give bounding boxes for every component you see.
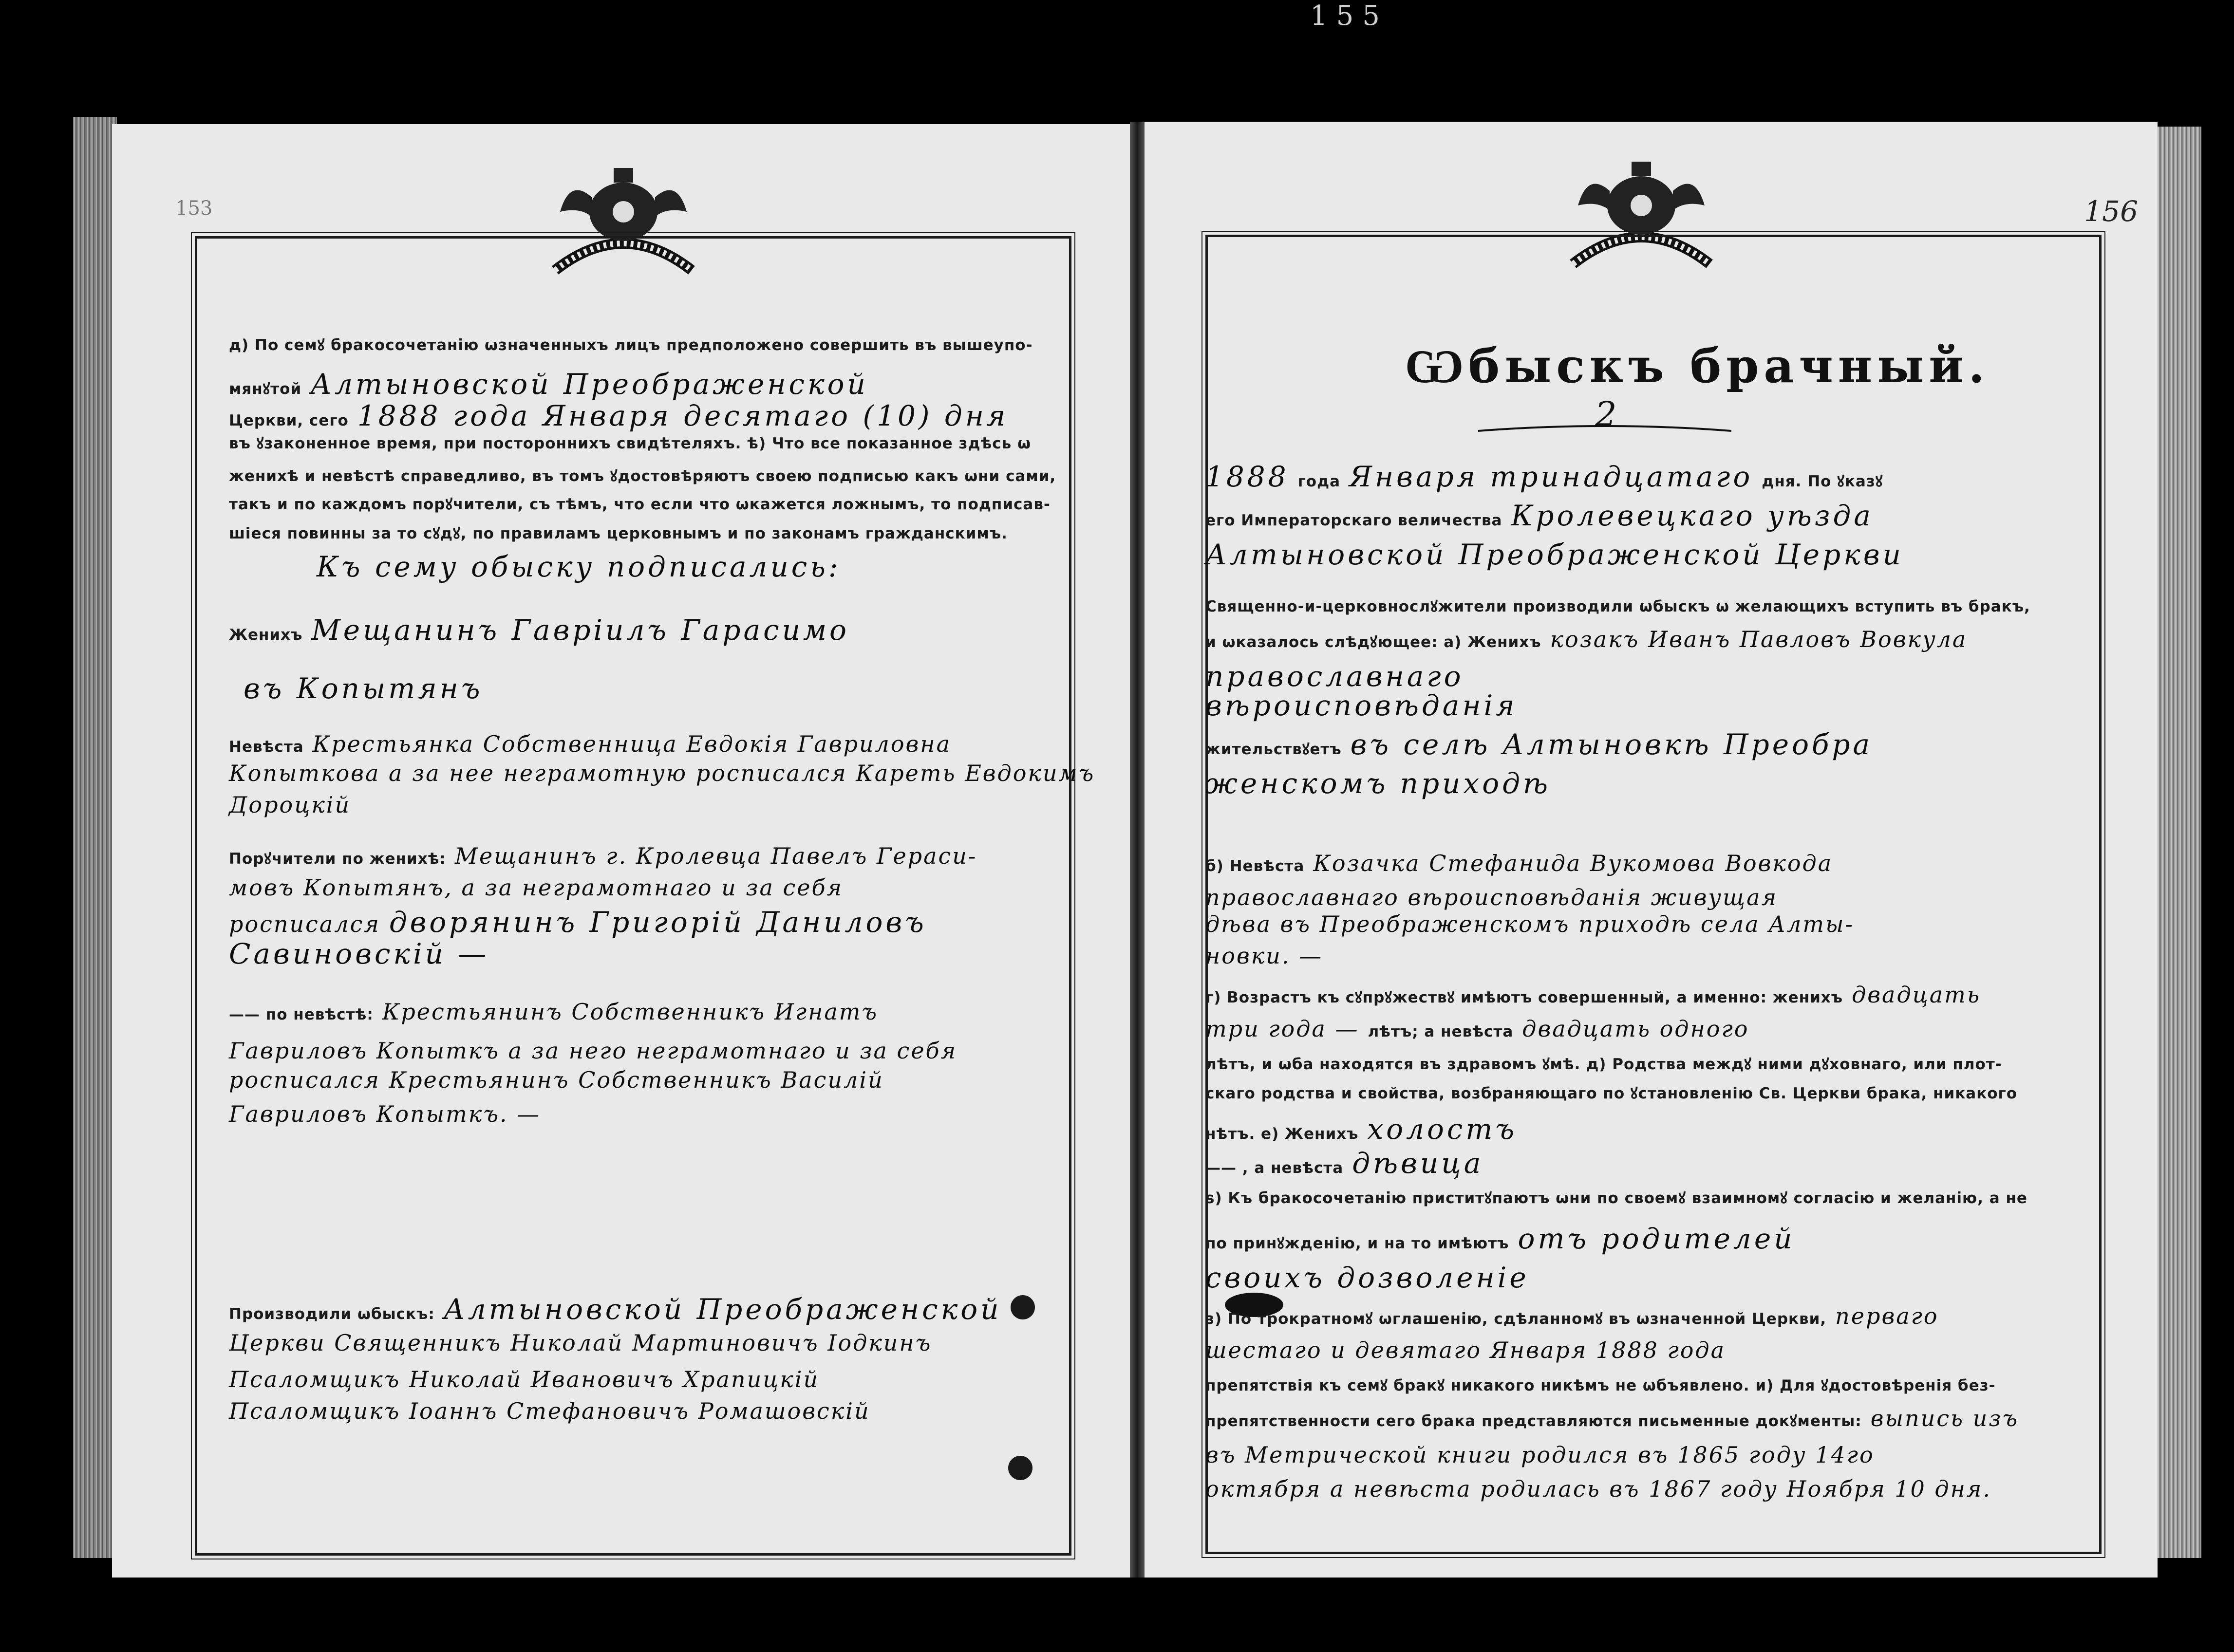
printed-text: Женихъ [229,626,303,644]
handwritten-text: росписался [229,911,380,937]
text-line [1205,691,1518,720]
text-line [1205,1263,1529,1292]
handwritten-text: Къ сему обыску подписались: [317,550,841,583]
handwritten-text: Алтыновской Преображенской [443,1293,1002,1326]
handwritten-text: мовъ Копытянъ, а за неграмотнаго и за себя [229,874,844,901]
handwritten-text: октября а невѣста родилась въ 1867 году Ноября 10 дня. [1205,1476,1991,1502]
text-line [1205,1339,1726,1361]
handwritten-text: Мещанинъ г. Кролевца Павелъ Гераси- [454,843,977,869]
text-line [229,733,951,755]
printed-text: нѣтъ. е) Женихъ [1205,1125,1359,1143]
handwritten-text: выпись изъ [1870,1405,2019,1431]
printed-text: лѣтъ; а невѣста [1368,1023,1514,1040]
book-edge-left [73,117,117,1558]
left-folio: 153 [175,197,213,220]
text-line [229,433,1031,451]
text-line [1205,1188,2027,1206]
text-line [229,1103,541,1125]
text-line [229,845,977,867]
text-line [1205,730,1873,759]
text-line [229,1332,932,1354]
handwritten-text: Козачка Стефанида Вукомова Вовкода [1313,850,1833,876]
text-line [1205,852,1833,874]
text-line [229,335,1033,353]
handwritten-text: 1888 [1205,460,1289,493]
handwritten-text: холостъ [1367,1113,1518,1146]
text-line [1205,501,1874,530]
text-line [1205,913,1854,935]
handwritten-text: отъ родителей [1518,1222,1795,1255]
printed-text: з) По трократномꙋ ѡглашенію, сдѣланномꙋ въ ѡзначенной Церкви, [1205,1310,1827,1328]
printed-text: такъ и по каждомъ порꙋчители, съ тѣмъ, что если что ѡкажется ложнымъ, то подписав- [229,496,1051,513]
left-page [112,124,1130,1578]
ink-blot [1011,1295,1035,1319]
text-line [1205,945,1323,967]
handwritten-text: Алтыновской Преображенской Церкви [1205,538,1904,571]
handwritten-text: въ Копытянъ [244,672,483,705]
handwritten-text: въ Метрической книги родился въ 1865 году 14го [1205,1442,1875,1468]
text-line [1205,460,1883,493]
text-line [244,674,483,703]
printed-text: препятствія къ семꙋ бракꙋ никакого никѣмъ не ѡбъявлено. и) Для ꙋдостовѣренія без- [1205,1377,1996,1394]
book-edge-right [2153,127,2201,1558]
text-line [1205,1222,1795,1255]
handwritten-text: шестаго и девятаго Января 1888 года [1205,1337,1726,1363]
handwritten-text: новки. — [1205,943,1323,969]
printed-text: женихѣ и невѣстѣ справедливо, въ томъ ꙋдостовѣряютъ своею подписью какъ ѡни сами, [229,467,1056,485]
text-line [1205,1054,2002,1072]
text-line [1205,1478,1991,1500]
handwritten-text: Гавриловъ Копыткъ а за него неграмотнаго и за себя [229,1038,957,1064]
right-folio: 156 [2084,195,2138,228]
printed-text: Невѣста [229,738,304,756]
printed-text: д) По семꙋ бракосочетанію ѡзначенныхъ лицъ предположено совершить въ вышеупо- [229,336,1033,354]
text-line [229,937,489,970]
book-gutter [1130,122,1145,1578]
handwritten-text: дворянинъ Григорій Даниловъ [389,906,927,939]
printed-text: по принꙋжденію, и на то имѣютъ [1205,1235,1509,1252]
text-line [1205,596,2030,614]
printed-text: скаго родства и свойства, возбраняющаго по ꙋстановленію Св. Церкви брака, никакого [1205,1085,2018,1102]
ink-blot [1008,1456,1033,1480]
text-line [229,494,1051,512]
handwritten-text: Января тринадцатаго [1349,460,1753,493]
handwritten-text: Савиновскій — [229,937,489,970]
text-line [1205,984,1981,1006]
text-line [317,550,841,583]
handwritten-text: Гавриловъ Копыткъ. — [229,1101,541,1127]
text-line [229,523,1008,541]
printed-text: —— по невѣстѣ: [229,1006,374,1023]
right-page [1145,122,2158,1578]
handwritten-text: дѣвица [1352,1147,1484,1180]
page-number-top: 155 [1310,0,1389,32]
text-line [1205,628,1967,650]
handwritten-text: Алтыновской Преображенской [310,368,868,401]
printed-text: Священно-и-церковнослꙋжители производили ѡбыскъ ѡ желающихъ вступить въ бракъ, [1205,598,2030,615]
text-line [229,794,351,816]
handwritten-text: православнаго вѣроисповѣданія живущая [1205,884,1778,910]
printed-text: Порꙋчители по женихѣ: [229,850,446,868]
handwritten-text: Дороцкій [229,792,351,818]
handwritten-text: Церкви Священникъ Николай Мартиновичъ Іодкинъ [229,1330,932,1356]
handwritten-text: своихъ дозволеніе [1205,1261,1529,1294]
text-line [1205,1018,1749,1040]
handwritten-text: козакъ Иванъ Павловъ Вовкула [1550,626,1968,652]
text-line [1205,1305,1939,1327]
printed-text: —— , а невѣста [1205,1159,1344,1177]
printed-text: Производили ѡбыскъ: [229,1305,435,1323]
handwritten-text: Псаломщикъ Іоаннъ Стефановичъ Ромашовскій [229,1398,870,1424]
printed-text: г) Возрастъ къ сꙋпрꙋжествꙋ имѣютъ совершенный, а именно: женихъ [1205,989,1843,1006]
text-line [229,1069,884,1091]
handwritten-text: женскомъ приходѣ [1205,767,1551,800]
handwritten-text: двадцать [1852,982,1981,1008]
text-line [229,1039,957,1062]
printed-text: въ ꙋзаконенное время, при постороннихъ свидѣтеляхъ. ѣ) Что все показанное здѣсь ѡ [229,435,1032,452]
text-line [1205,1444,1875,1466]
printed-text: препятственности сего брака представляются письменные докꙋменты: [1205,1412,1862,1430]
text-line [1205,660,1464,693]
text-line [1205,1375,1995,1393]
text-line [229,1001,878,1023]
printed-text: б) Невѣста [1205,857,1305,875]
text-line [229,1368,819,1391]
printed-text: жительствꙋетъ [1205,741,1342,758]
printed-text: дня. По ꙋказꙋ [1762,473,1883,490]
text-line [229,466,1056,484]
printed-text: года [1297,473,1341,490]
printed-text: шіеся повинны за то сꙋдꙋ, по правиламъ церковнымъ и по законамъ гражданскимъ. [229,525,1008,542]
text-line [229,762,1095,784]
handwritten-text: росписался Крестьянинъ Собственникъ Василій [229,1067,884,1093]
text-line [229,906,927,939]
handwritten-text: въ селѣ Алтыновкѣ Преобра [1350,728,1873,761]
text-line [1205,1147,1484,1180]
handwritten-text: Крестьянинъ Собственникъ Игнатъ [382,999,879,1025]
handwritten-text: Кролевецкаго уѣзда [1511,499,1874,532]
printed-text: Церкви, сего [229,412,349,429]
handwritten-text: Крестьянка Собственница Евдокія Гавриловна [312,731,952,757]
printed-text: мянꙋтой [229,380,302,398]
document-title: Ѡбыскъ брачный. [1405,338,1990,393]
text-line [229,876,843,899]
printed-text: лѣтъ, и ѡба находятся въ здравомъ ꙋмѣ. д) Родства междꙋ ними дꙋховнаго, или плот- [1205,1056,2002,1073]
printed-text: его Императорскаго величества [1205,512,1502,529]
handwritten-text: Копыткова а за нее неграмотную росписался Кареть Евдокимъ [229,760,1095,786]
handwritten-text: Мещанинъ Гавріилъ Гарасимо [311,613,849,647]
text-line [1205,886,1778,909]
text-line [229,1293,1002,1326]
handwritten-text: дѣва въ Преображенскомъ приходѣ села Алты- [1205,911,1854,937]
printed-text: и ѡказалось слѣдꙋющее: а) Женихъ [1205,633,1541,651]
text-line [1205,540,1904,569]
title-flourish [1478,421,1731,438]
text-line [229,368,868,401]
handwritten-text: Псаломщикъ Николай Ивановичъ Храпицкій [229,1366,820,1392]
handwritten-text: двадцать одного [1522,1016,1749,1042]
handwritten-text: православнаго [1205,660,1464,693]
record-number: 2 [1595,394,1617,434]
handwritten-text: 1888 года Января десятаго (10) дня [357,399,1009,432]
text-line [1205,769,1551,798]
text-line [229,613,849,647]
text-line [1205,1113,1518,1146]
text-line [1205,1083,2017,1101]
text-line [229,1400,870,1422]
printed-text: ѕ) Къ бракосочетанію приститꙋпаютъ ѡни по своемꙋ взаимномꙋ согласію и желанію, а не [1205,1189,2027,1207]
text-line [1205,1407,2019,1429]
handwritten-text: вѣроисповѣданія [1205,689,1518,722]
text-line [229,399,1009,432]
handwritten-text: перваго [1835,1303,1939,1329]
handwritten-text: три года — [1205,1016,1359,1042]
